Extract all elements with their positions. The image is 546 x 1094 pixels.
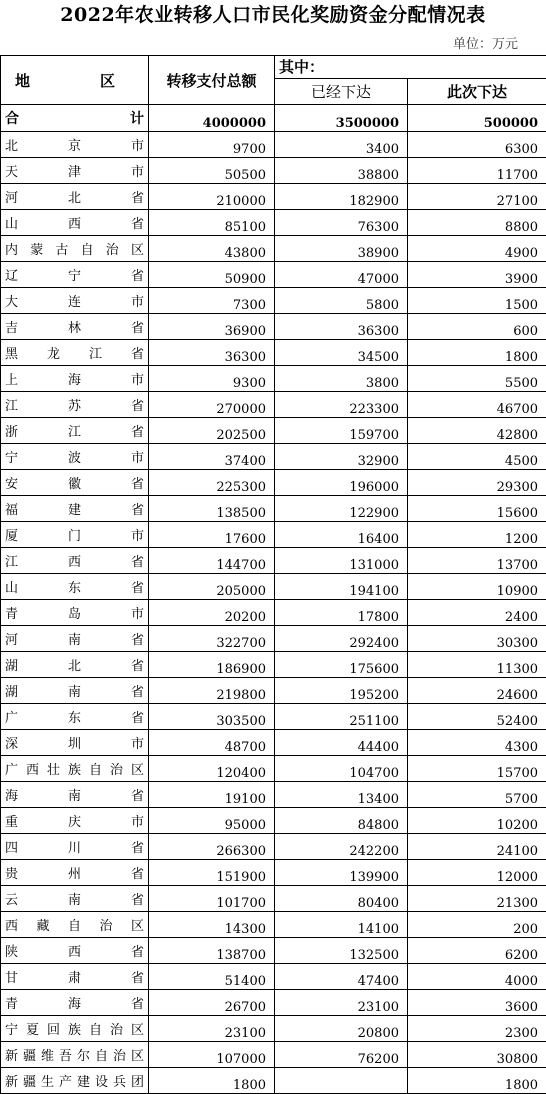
region-name: 河北省 xyxy=(1,184,149,210)
total-value: 51400 xyxy=(149,964,275,990)
region-name: 广东省 xyxy=(1,704,149,730)
total-value: 270000 xyxy=(149,392,275,418)
this-time-value: 21300 xyxy=(408,886,546,912)
this-time-value: 30300 xyxy=(408,626,546,652)
region-name: 浙江省 xyxy=(1,418,149,444)
sum-label: 合计 xyxy=(1,105,149,132)
total-value: 19100 xyxy=(149,782,275,808)
this-time-value: 12000 xyxy=(408,860,546,886)
issued-value: 76300 xyxy=(275,210,408,236)
region-name: 厦门市 xyxy=(1,522,149,548)
sum-total: 4000000 xyxy=(149,105,275,132)
total-value: 205000 xyxy=(149,574,275,600)
unit-label: 单位：万元 xyxy=(453,33,518,52)
table-row xyxy=(1,652,546,678)
this-time-value: 10200 xyxy=(408,808,546,834)
table-row xyxy=(1,548,546,574)
region-name: 内蒙古自治区 xyxy=(1,236,149,262)
this-time-value: 24600 xyxy=(408,678,546,704)
this-time-value: 600 xyxy=(408,314,546,340)
this-time-value: 15600 xyxy=(408,496,546,522)
table-row xyxy=(1,704,546,730)
region-name: 宁波市 xyxy=(1,444,149,470)
total-value: 50500 xyxy=(149,158,275,184)
issued-value: 36300 xyxy=(275,314,408,340)
total-value: 101700 xyxy=(149,886,275,912)
total-value: 20200 xyxy=(149,600,275,626)
region-name: 贵州省 xyxy=(1,860,149,886)
this-time-value: 11300 xyxy=(408,652,546,678)
total-value: 322700 xyxy=(149,626,275,652)
issued-value: 194100 xyxy=(275,574,408,600)
total-value: 219800 xyxy=(149,678,275,704)
region-name: 福建省 xyxy=(1,496,149,522)
total-value: 36300 xyxy=(149,340,275,366)
region-name: 新疆生产建设兵团 xyxy=(1,1068,149,1094)
issued-value: 44400 xyxy=(275,730,408,756)
issued-value: 3400 xyxy=(275,132,408,158)
issued-value: 16400 xyxy=(275,522,408,548)
region-name: 天津市 xyxy=(1,158,149,184)
issued-value: 47400 xyxy=(275,964,408,990)
total-value: 1800 xyxy=(149,1068,275,1094)
region-name: 山东省 xyxy=(1,574,149,600)
region-name: 海南省 xyxy=(1,782,149,808)
issued-value: 34500 xyxy=(275,340,408,366)
total-value: 225300 xyxy=(149,470,275,496)
total-value: 23100 xyxy=(149,1016,275,1042)
this-time-value: 4000 xyxy=(408,964,546,990)
table-row xyxy=(1,886,546,912)
issued-value: 195200 xyxy=(275,678,408,704)
header-this-time: 此次下达 xyxy=(408,79,546,105)
issued-value: 38900 xyxy=(275,236,408,262)
this-time-value: 4900 xyxy=(408,236,546,262)
table-row xyxy=(1,730,546,756)
total-value: 151900 xyxy=(149,860,275,886)
total-value: 186900 xyxy=(149,652,275,678)
this-time-value: 3600 xyxy=(408,990,546,1016)
this-time-value: 11700 xyxy=(408,158,546,184)
this-time-value: 1500 xyxy=(408,288,546,314)
region-name: 青海省 xyxy=(1,990,149,1016)
total-value: 303500 xyxy=(149,704,275,730)
table-row xyxy=(1,1016,546,1042)
issued-value: 76200 xyxy=(275,1042,408,1068)
this-time-value: 27100 xyxy=(408,184,546,210)
table-row xyxy=(1,522,546,548)
table-row xyxy=(1,990,546,1016)
table-row xyxy=(1,496,546,522)
issued-value: 5800 xyxy=(275,288,408,314)
total-value: 85100 xyxy=(149,210,275,236)
issued-value: 3800 xyxy=(275,366,408,392)
total-value: 95000 xyxy=(149,808,275,834)
this-time-value: 46700 xyxy=(408,392,546,418)
total-value: 266300 xyxy=(149,834,275,860)
this-time-value: 2400 xyxy=(408,600,546,626)
sum-issued: 3500000 xyxy=(275,105,408,132)
table-row xyxy=(1,1068,546,1094)
table-row xyxy=(1,314,546,340)
issued-value: 32900 xyxy=(275,444,408,470)
issued-value: 104700 xyxy=(275,756,408,782)
this-time-value: 29300 xyxy=(408,470,546,496)
issued-value: 20800 xyxy=(275,1016,408,1042)
this-time-value: 1200 xyxy=(408,522,546,548)
issued-value: 38800 xyxy=(275,158,408,184)
total-value: 7300 xyxy=(149,288,275,314)
issued-value: 251100 xyxy=(275,704,408,730)
total-value: 14300 xyxy=(149,912,275,938)
region-name: 广西壮族自治区 xyxy=(1,756,149,782)
table-row xyxy=(1,236,546,262)
region-name: 湖北省 xyxy=(1,652,149,678)
region-name: 湖南省 xyxy=(1,678,149,704)
region-name: 河南省 xyxy=(1,626,149,652)
this-time-value: 5700 xyxy=(408,782,546,808)
total-value: 120400 xyxy=(149,756,275,782)
region-name: 江西省 xyxy=(1,548,149,574)
header-region-char1: 地 xyxy=(1,70,30,91)
issued-value: 159700 xyxy=(275,418,408,444)
table-row xyxy=(1,1042,546,1068)
total-value: 48700 xyxy=(149,730,275,756)
issued-value: 14100 xyxy=(275,912,408,938)
issued-value: 132500 xyxy=(275,938,408,964)
this-time-value: 1800 xyxy=(408,340,546,366)
table-row xyxy=(1,444,546,470)
issued-value: 223300 xyxy=(275,392,408,418)
region-name: 陕西省 xyxy=(1,938,149,964)
total-value: 138500 xyxy=(149,496,275,522)
this-time-value: 30800 xyxy=(408,1042,546,1068)
this-time-value: 42800 xyxy=(408,418,546,444)
this-time-value: 2300 xyxy=(408,1016,546,1042)
table-row xyxy=(1,366,546,392)
issued-value: 47000 xyxy=(275,262,408,288)
total-value: 138700 xyxy=(149,938,275,964)
total-value: 210000 xyxy=(149,184,275,210)
this-time-value: 5500 xyxy=(408,366,546,392)
region-name: 云南省 xyxy=(1,886,149,912)
header-region xyxy=(1,56,149,105)
issued-value: 175600 xyxy=(275,652,408,678)
region-name: 辽宁省 xyxy=(1,262,149,288)
table-row xyxy=(1,912,546,938)
total-value: 26700 xyxy=(149,990,275,1016)
table-row xyxy=(1,626,546,652)
region-name: 吉林省 xyxy=(1,314,149,340)
region-name: 山西省 xyxy=(1,210,149,236)
table-row xyxy=(1,210,546,236)
region-name: 北京市 xyxy=(1,132,149,158)
issued-value: 139900 xyxy=(275,860,408,886)
total-value: 36900 xyxy=(149,314,275,340)
header-among: 其中： xyxy=(275,56,546,79)
total-value: 9300 xyxy=(149,366,275,392)
region-name: 青岛市 xyxy=(1,600,149,626)
total-value: 37400 xyxy=(149,444,275,470)
this-time-value: 3900 xyxy=(408,262,546,288)
issued-value: 122900 xyxy=(275,496,408,522)
total-value: 9700 xyxy=(149,132,275,158)
region-name: 甘肃省 xyxy=(1,964,149,990)
issued-value: 242200 xyxy=(275,834,408,860)
table-row xyxy=(1,964,546,990)
this-time-value: 13700 xyxy=(408,548,546,574)
sum-row xyxy=(1,105,546,132)
table-row xyxy=(1,756,546,782)
total-value: 107000 xyxy=(149,1042,275,1068)
issued-value: 23100 xyxy=(275,990,408,1016)
table-row xyxy=(1,340,546,366)
region-name: 安徽省 xyxy=(1,470,149,496)
header-issued: 已经下达 xyxy=(275,79,408,105)
table-row xyxy=(1,938,546,964)
table-row xyxy=(1,470,546,496)
header-region-char2: 区 xyxy=(30,70,115,91)
table-row xyxy=(1,678,546,704)
this-time-value: 6200 xyxy=(408,938,546,964)
table-row xyxy=(1,132,546,158)
total-value: 50900 xyxy=(149,262,275,288)
this-time-value: 15700 xyxy=(408,756,546,782)
total-value: 202500 xyxy=(149,418,275,444)
issued-value: 292400 xyxy=(275,626,408,652)
table-title: 2022年农业转移人口市民化奖励资金分配情况表 xyxy=(0,0,546,30)
total-value: 144700 xyxy=(149,548,275,574)
region-name: 新疆维吾尔自治区 xyxy=(1,1042,149,1068)
this-time-value: 4500 xyxy=(408,444,546,470)
table-row xyxy=(1,392,546,418)
issued-value: 80400 xyxy=(275,886,408,912)
this-time-value: 6300 xyxy=(408,132,546,158)
table-row xyxy=(1,860,546,886)
table-row xyxy=(1,184,546,210)
table-row xyxy=(1,834,546,860)
issued-value: 17800 xyxy=(275,600,408,626)
region-name: 深圳市 xyxy=(1,730,149,756)
region-name: 黑龙江省 xyxy=(1,340,149,366)
this-time-value: 24100 xyxy=(408,834,546,860)
table-row xyxy=(1,262,546,288)
this-time-value: 4300 xyxy=(408,730,546,756)
table-row xyxy=(1,288,546,314)
this-time-value: 200 xyxy=(408,912,546,938)
issued-value: 196000 xyxy=(275,470,408,496)
header-total: 转移支付总额 xyxy=(149,56,275,105)
table-row xyxy=(1,782,546,808)
table-row xyxy=(1,600,546,626)
total-value: 43800 xyxy=(149,236,275,262)
issued-value: 131000 xyxy=(275,548,408,574)
allocation-table xyxy=(0,55,546,1094)
issued-value xyxy=(275,1068,408,1094)
this-time-value: 52400 xyxy=(408,704,546,730)
this-time-value: 1800 xyxy=(408,1068,546,1094)
region-name: 宁夏回族自治区 xyxy=(1,1016,149,1042)
this-time-value: 10900 xyxy=(408,574,546,600)
region-name: 四川省 xyxy=(1,834,149,860)
total-value: 17600 xyxy=(149,522,275,548)
table-row xyxy=(1,418,546,444)
region-name: 江苏省 xyxy=(1,392,149,418)
this-time-value: 8800 xyxy=(408,210,546,236)
region-name: 大连市 xyxy=(1,288,149,314)
region-name: 上海市 xyxy=(1,366,149,392)
table-row xyxy=(1,808,546,834)
region-name: 西藏自治区 xyxy=(1,912,149,938)
issued-value: 182900 xyxy=(275,184,408,210)
issued-value: 84800 xyxy=(275,808,408,834)
table-row xyxy=(1,158,546,184)
sum-this-time: 500000 xyxy=(408,105,546,132)
table-row xyxy=(1,574,546,600)
region-name: 重庆市 xyxy=(1,808,149,834)
issued-value: 13400 xyxy=(275,782,408,808)
